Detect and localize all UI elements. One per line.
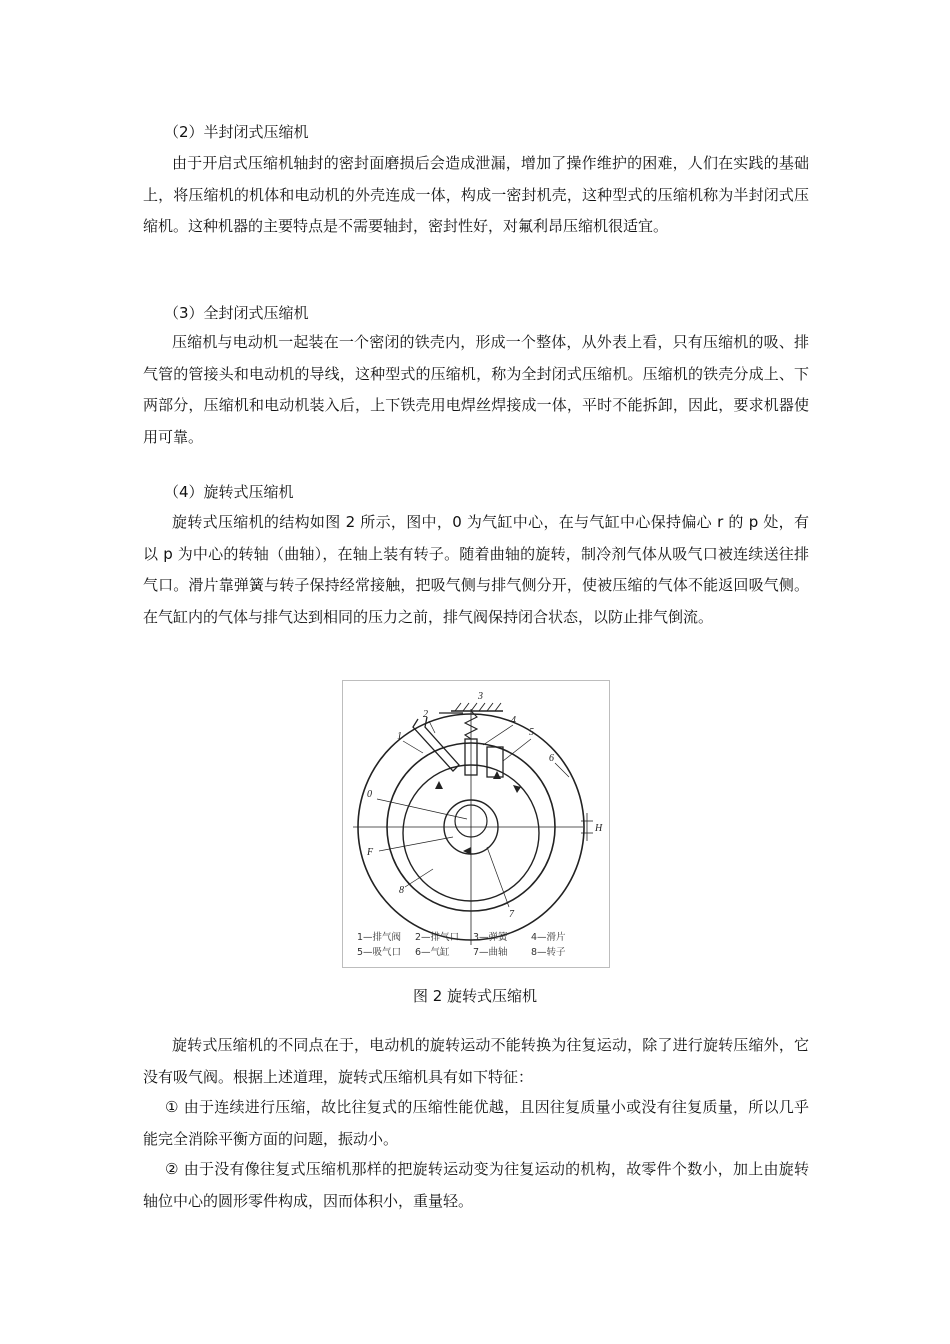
rotary-compressor-figure: [342, 680, 610, 968]
label-6: 6: [549, 753, 554, 764]
label-5: 5: [529, 727, 534, 738]
figure-caption: 图 2 旋转式压缩机: [412, 987, 538, 1005]
feature-item-2: ② 由于没有像往复式压缩机那样的把旋转运动变为往复运动的机构，故零件个数小，加上由旋转轴位中心的圆形零件构成，因而体积小，重量轻。: [143, 1160, 809, 1210]
label-8: 8: [399, 885, 404, 896]
rotary-compressor-diagram: [343, 681, 609, 967]
section-heading-4: （4）旋转式压缩机: [164, 483, 294, 501]
label-F: F: [367, 847, 374, 858]
label-H: H: [595, 823, 603, 834]
feature-item-1: ① 由于连续进行压缩，故比往复式的压缩性能优越，且因往复质量小或没有往复质量，所以几乎能完全消除平衡方面的问题，振动小。: [143, 1098, 809, 1148]
legend-row-1: [357, 931, 601, 944]
legend-item: 3—弹簧: [473, 932, 508, 943]
legend-item: 4—滑片: [531, 932, 566, 943]
legend-item: 5—吸气口: [357, 947, 402, 958]
section-paragraph-2: 由于开启式压缩机轴封的密封面磨损后会造成泄漏，增加了操作维护的困难，人们在实践的基础上，将压缩机的机体和电动机的外壳连成一体，构成一密封机壳，这种型式的压缩机称为半封闭式压缩机。这种机器的主要特点是不需要轴封，密封性好，对氟利昂压缩机很适宜。: [143, 154, 809, 236]
label-0: 0: [367, 789, 372, 800]
label-1: 1: [397, 731, 402, 742]
legend-item: 8—转子: [531, 947, 566, 958]
legend-item: 6—气缸: [415, 947, 450, 958]
label-4: 4: [511, 715, 516, 726]
closing-paragraph: 旋转式压缩机的不同点在于，电动机的旋转运动不能转换为往复运动，除了进行旋转压缩外，它没有吸气阀。根据上述道理，旋转式压缩机具有如下特征：: [143, 1036, 809, 1086]
hatch-marks: [455, 703, 501, 711]
legend-item: 7—曲轴: [473, 947, 508, 958]
section-heading-3: （3）全封闭式压缩机: [164, 304, 309, 322]
section-paragraph-3: 压缩机与电动机一起装在一个密闭的铁壳内，形成一个整体，从外表上看，只有压缩机的吸、排气管的管接头和电动机的导线，这种型式的压缩机，称为全封闭式压缩机。压缩机的铁壳分成上、下两部分，压缩机和电动机装入后，上下铁壳用电焊丝焊接成一体，平时不能拆卸，因此，要求机器使用可靠。: [143, 333, 809, 446]
discharge-port: [413, 717, 459, 771]
legend-item: 2—排气口: [415, 932, 460, 943]
section-heading-2: （2）半封闭式压缩机: [164, 123, 309, 141]
legend-item: 1—排气阀: [357, 932, 402, 943]
label-2: 2: [423, 709, 428, 720]
label-3: 3: [478, 691, 483, 702]
label-7: 7: [509, 909, 514, 920]
legend-row-2: [357, 946, 601, 959]
section-paragraph-4: 旋转式压缩机的结构如图 2 所示，图中，0 为气缸中心，在与气缸中心保持偏心 r 的 p 处，有以 p 为中心的转轴（曲轴），在轴上装有转子。随着曲轴的旋转，制冷剂气体从吸气口被连续送往排气口。滑片靠弹簧与转子保持经常接触，把吸气侧与排气侧分开，使被压缩的气体不能返回吸气侧。在气缸内的气体与排气达到相同的压力之前，排气阀保持闭合状态，以防止排气倒流。: [143, 513, 809, 626]
